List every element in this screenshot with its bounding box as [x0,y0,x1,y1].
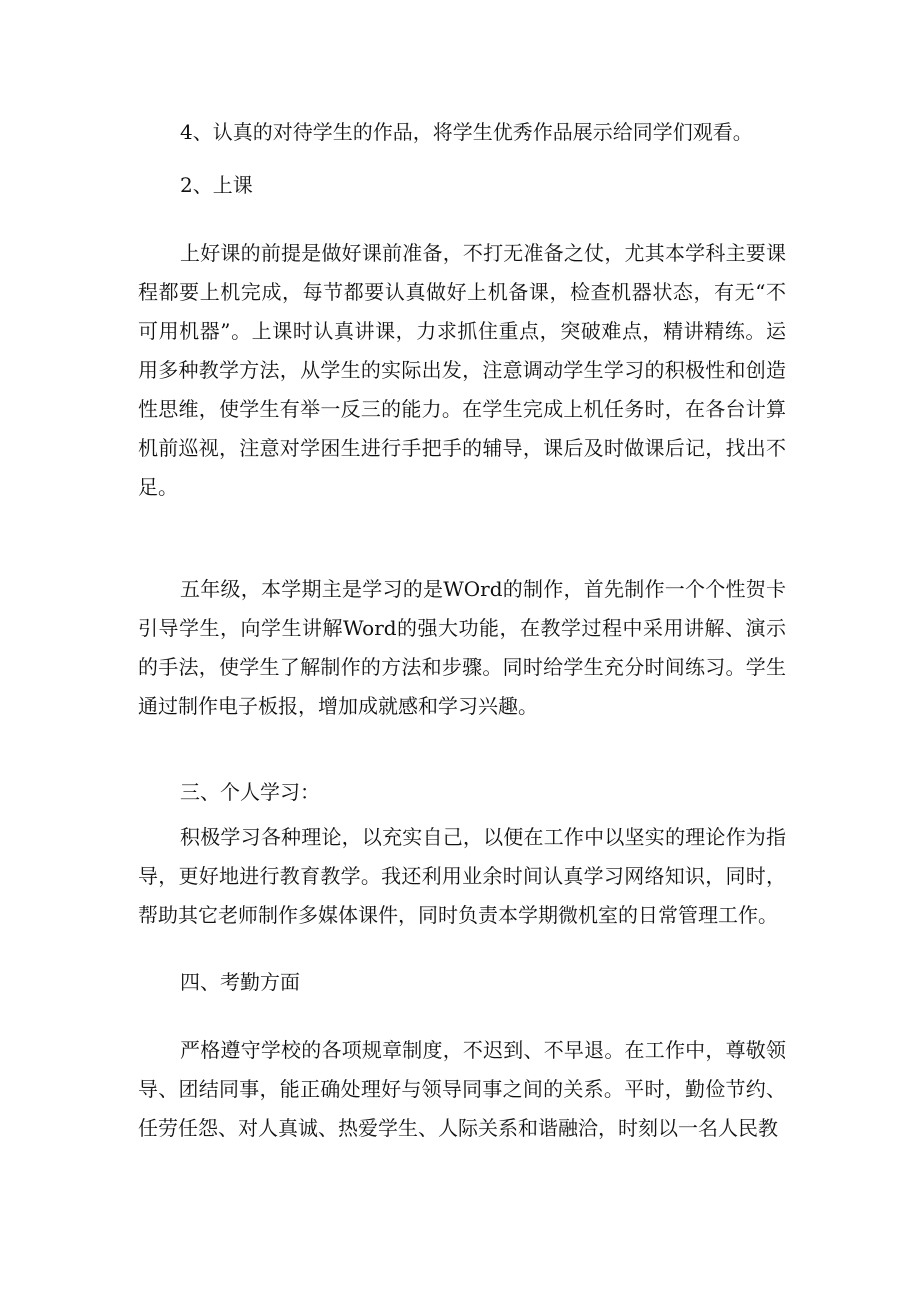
paragraph-grade-five: 五年级，本学期主是学习的是WOrd的制作，首先制作一个个性贺卡引导学生，向学生讲解Word的强大功能，在教学过程中采用讲解、演示的手法，使学生了解制作的方法和步骤。同时给学生充分时间练习。学生通过制作电子板报，增加成就感和学习兴趣。 [138,577,786,718]
paragraph-personal-study: 积极学习各种理论，以充实自己，以便在工作中以坚实的理论作为指导，更好地进行教育教学。我还利用业余时间认真学习网络知识，同时，帮助其它老师制作多媒体课件，同时负责本学期微机室的日常管理工作。 [138,825,786,927]
section-heading-class: 2、上课 [180,173,253,197]
paragraph-class-preparation: 上好课的前提是做好课前准备，不打无准备之仗，尤其本学科主要课程都要上机完成，每节都要认真做好上机备课，检查机器状态，有无“不可用机器”。上课时认真讲课，力求抓住重点，突破难点，精讲精练。运用多种教学方法，从学生的实际出发，注意调动学生学习的积极性和创造性思维，使学生有举一反三的能力。在学生完成上机任务时，在各台计算机前巡视，注意对学困生进行手把手的辅导，课后及时做课后记，找出不足。 [138,241,786,499]
paragraph-attendance: 严格遵守学校的各项规章制度，不迟到、不早退。在工作中，尊敬领导、团结同事，能正确处理好与领导同事之间的关系。平时，勤俭节约、任劳任怨、对人真诚、热爱学生、人际关系和谐融洽，时刻以一名人民教 [138,1038,786,1140]
section-heading-personal-study: 三、个人学习： [180,780,320,804]
item-4-line: 4、认真的对待学生的作品，将学生优秀作品展示给同学们观看。 [180,120,753,144]
section-heading-attendance: 四、考勤方面 [180,970,300,994]
